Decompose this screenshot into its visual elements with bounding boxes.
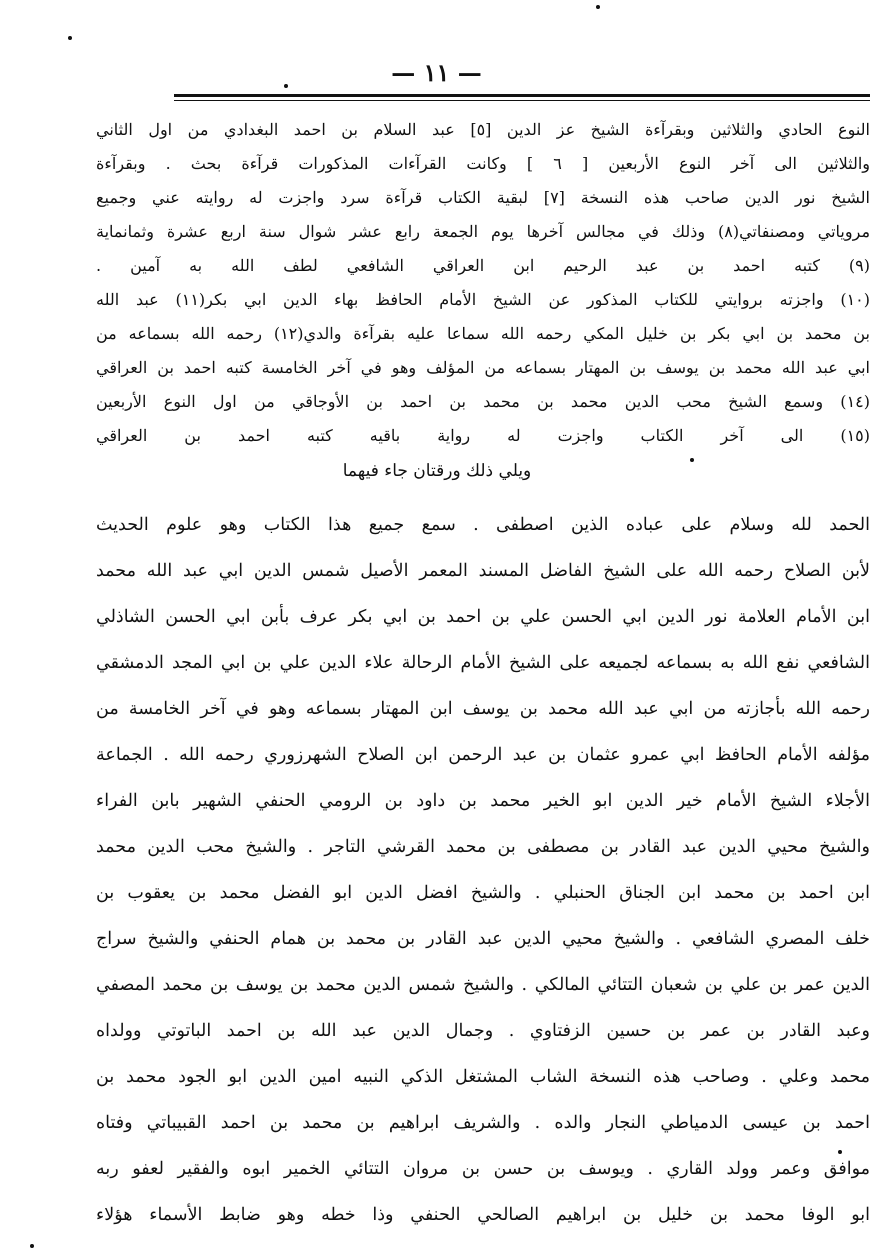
text-line: الشافعي نفع الله به بسماعه لجميعه على الشيخ الأمام الرحالة علاء الدين علي بن ابي المجد الدمشقي — [96, 653, 870, 673]
annotation-line: (٩) كتبه احمد بن عبد الرحيم ابن العراقي الشافعي لطف الله به آمين . — [96, 256, 870, 275]
text-line: الحمد لله وسلام على عباده الذين اصطفى . سمع جميع هذا الكتاب وهو علوم الحديث — [96, 515, 870, 535]
scan-speck — [30, 1244, 34, 1248]
text-line: ابو الوفا محمد بن خليل بن ابراهيم الصالحي الحنفي وذا خطه وهو ضابط الأسماء هؤلاء — [96, 1205, 870, 1225]
annotation-line: والثلاثين الى آخر النوع الأربعين [ ٦ ] وكانت القرآءات المذكورات قرآءة بحث . وبقرآءة — [96, 154, 870, 173]
text-line: الأجلاء الشيخ الأمام خير الدين ابو الخير محمد بن داود بن الرومي الحنفي الشهير بابن الفراء — [96, 791, 870, 811]
header-rule — [174, 94, 870, 97]
text-line: احمد بن عيسى الدمياطي النجار والده . والشريف ابراهيم بن محمد بن احمد القبيباتي وفتاه — [96, 1113, 870, 1133]
annotation-line: النوع الحادي والثلاثين وبقرآءة الشيخ عز الدين [٥] عبد السلام بن احمد البغدادي من اول الثاني — [96, 120, 870, 139]
annotation-line: الشيخ نور الدين صاحب هذه النسخة [٧] لبقية الكتاب قرآءة سرد واجزت له روايته عني وجميع — [96, 188, 870, 207]
scan-speck — [690, 458, 694, 462]
text-line: والشيخ محيي الدين عبد القادر بن مصطفى بن محمد القرشي التاجر . والشيخ محب الدين محمد — [96, 837, 870, 857]
annotation-line: بن محمد بن ابي بكر بن خليل المكي رحمه الله سماعا عليه بقرآءة والدي(١٢) رحمه الله بسماعه من — [96, 324, 870, 343]
text-line: محمد وعلي . وصاحب هذه النسخة الشاب المشتغل الذكي النبيه امين الدين ابو الجود محمد بن — [96, 1067, 870, 1087]
annotation-line: (١٤) وسمع الشيخ محب الدين محمد بن محمد بن احمد بن الأوجاقي من اول النوع الأربعين — [96, 392, 870, 411]
scan-speck — [68, 36, 72, 40]
section-caption: ويلي ذلك ورقتان جاء فيهما — [342, 461, 532, 481]
header-rule-thin — [174, 100, 870, 101]
scan-speck — [284, 84, 288, 88]
text-line: ابن احمد بن محمد ابن الجناق الحنبلي . والشيخ افضل الدين ابو الفضل محمد بن يعقوب بن — [96, 883, 870, 903]
text-line: وعبد القادر بن عمر بن حسين الزفتاوي . وجمال الدين عبد الله بن احمد الباتوتي وولداه — [96, 1021, 870, 1041]
annotation-line: ابي عبد الله محمد بن يوسف بن المهتار بسماعه من المؤلف وهو في آخر الخامسة كتبه احمد بن العراقي — [96, 358, 870, 377]
text-line: ابن الأمام العلامة نور الدين ابي الحسن علي بن احمد بن ابي بكر عرف بأبن ابي الحسن الشاذلي — [96, 607, 870, 627]
annotation-line: مروياتي ومصنفاتي(٨) وذلك في مجالس آخرها يوم الجمعة رابع عشر شوال سنة اربع عشرة وثمانماية — [96, 222, 870, 241]
annotation-line: (١٥) الى آخر الكتاب واجزت له رواية باقيه كتبه احمد بن العراقي — [96, 426, 870, 445]
scan-speck — [838, 1150, 842, 1154]
annotation-line: (١٠) واجزته بروايتي للكتاب المذكور عن الشيخ الأمام الحافظ بهاء الدين ابي بكر(١١) عبد الله — [96, 290, 870, 309]
text-line: لأبن الصلاح رحمه الله على الشيخ الفاضل المسند المعمر الأصيل شمس الدين ابي عبد الله محمد — [96, 561, 870, 581]
text-line: رحمه الله بأجازته من ابي عبد الله محمد بن يوسف ابن المهتار بسماعه وهو في آخر الخامسة من — [96, 699, 870, 719]
page-number: — ١١ — — [391, 58, 482, 87]
text-line: الدين عمر بن علي بن شعبان التتائي المالكي . والشيخ شمس الدين محمد بن يوسف بن محمد المصفي — [96, 975, 870, 995]
text-line: موافق وعمر وولد القاري . ويوسف بن حسن بن مروان التتائي الخمير ابوه والفقير لعفو ربه — [96, 1159, 870, 1179]
scan-speck — [596, 5, 600, 9]
text-line: مؤلفه الأمام الحافظ ابي عمرو عثمان بن عبد الرحمن ابن الصلاح الشهرزوري رحمه الله . الجماعة — [96, 745, 870, 765]
text-line: خلف المصري الشافعي . والشيخ محيي الدين عبد القادر بن محمد بن همام الحنفي والشيخ سراج — [96, 929, 870, 949]
